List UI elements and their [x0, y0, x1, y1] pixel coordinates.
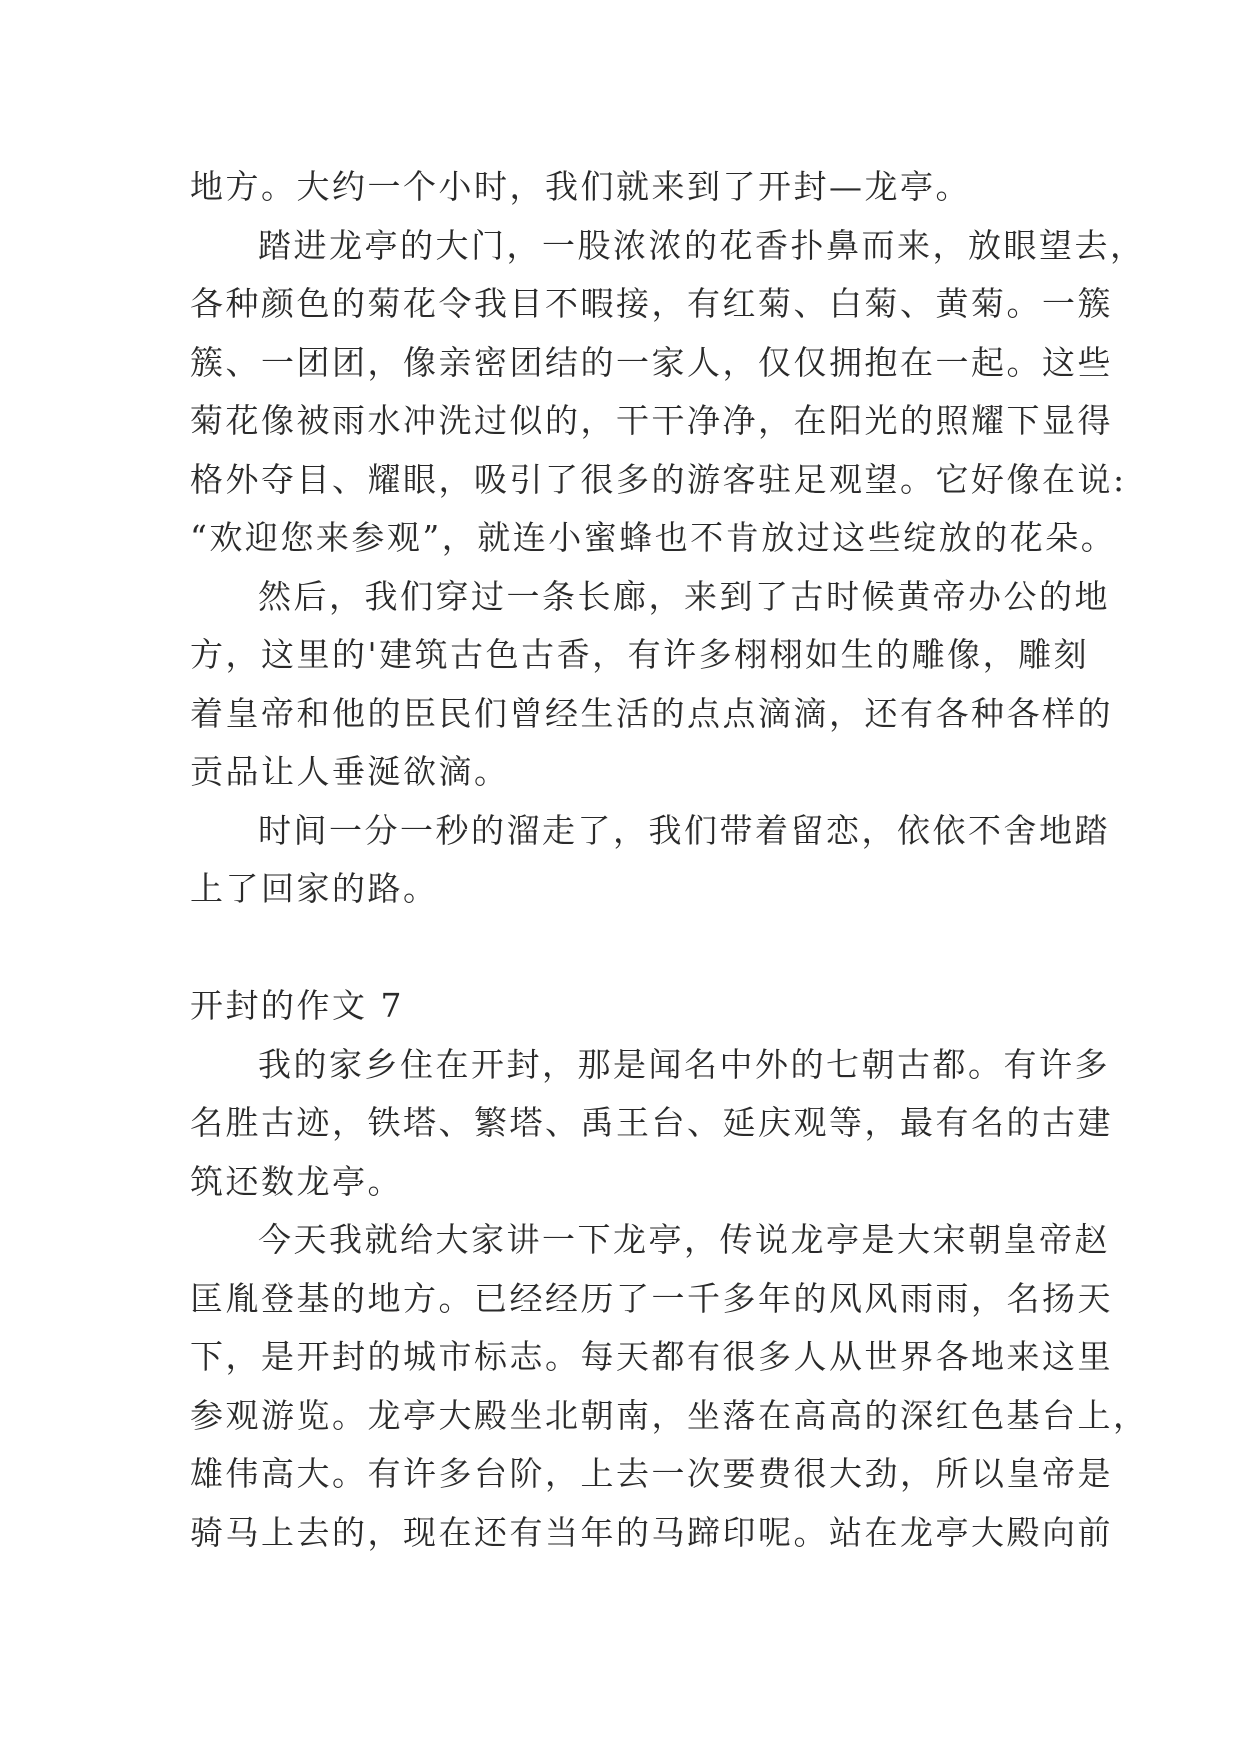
text-line: 地方。大约一个小时，我们就来到了开封—龙亭。	[190, 167, 971, 206]
text-line: 匡胤登基的地方。已经经历了一千多年的风风雨雨，名扬天	[190, 1278, 1113, 1318]
text-line: 格外夺目、耀眼，吸引了很多的游客驻足观望。它好像在说:	[190, 459, 1127, 499]
text-line: 簇、一团团，像亲密团结的一家人，仅仅拥抱在一起。这些	[190, 342, 1113, 382]
document-body	[190, 158, 1149, 1562]
paragraph-start-line: 今天我就给大家讲一下龙亭，传说龙亭是大宋朝皇帝赵	[258, 1220, 1110, 1259]
text-line: “欢迎您来参观”，就连小蜜蜂也不肯放过这些绽放的花朵。	[190, 518, 1117, 557]
text-line: 着皇帝和他的臣民们曾经生活的点点滴滴，还有各种各样的	[190, 693, 1113, 733]
text-line: 贡品让人垂涎欲滴。	[190, 752, 510, 791]
text-line: 各种颜色的菊花令我目不暇接，有红菊、白菊、黄菊。一簇	[190, 284, 1113, 323]
text-line: 参观游览。龙亭大殿坐北朝南，坐落在高高的深红色基台上，	[190, 1395, 1149, 1435]
text-line: 雄伟高大。有许多台阶，上去一次要费很大劲，所以皇帝是	[190, 1454, 1113, 1493]
text-line: 骑马上去的，现在还有当年的马蹄印呢。站在龙亭大殿向前	[190, 1512, 1113, 1552]
text-line: 菊花像被雨水冲洗过似的，干干净净，在阳光的照耀下显得	[190, 401, 1113, 440]
text-line: 名胜古迹，铁塔、繁塔、禹王台、延庆观等，最有名的古建	[190, 1103, 1113, 1142]
text-line: 方，这里的'建筑古色古香，有许多栩栩如生的雕像，雕刻	[190, 635, 1090, 674]
text-line: 下，是开封的城市标志。每天都有很多人从世界各地来这里	[190, 1337, 1113, 1376]
paragraph-start-line: 我的家乡住在开封，那是闻名中外的七朝古都。有许多	[258, 1044, 1110, 1084]
section-spacer	[190, 919, 1050, 978]
paragraph-start-line: 踏进龙亭的大门，一股浓浓的花香扑鼻而来，放眼望去，	[258, 225, 1146, 265]
text-line: 筑还数龙亭。	[190, 1161, 403, 1201]
section-title: 开封的作文 7	[190, 986, 404, 1025]
paragraph-start-line: 时间一分一秒的溜走了，我们带着留恋，依依不舍地踏	[258, 810, 1110, 850]
text-line: 上了回家的路。	[190, 869, 439, 908]
paragraph-start-line: 然后，我们穿过一条长廊，来到了古时候黄帝办公的地	[258, 576, 1110, 616]
